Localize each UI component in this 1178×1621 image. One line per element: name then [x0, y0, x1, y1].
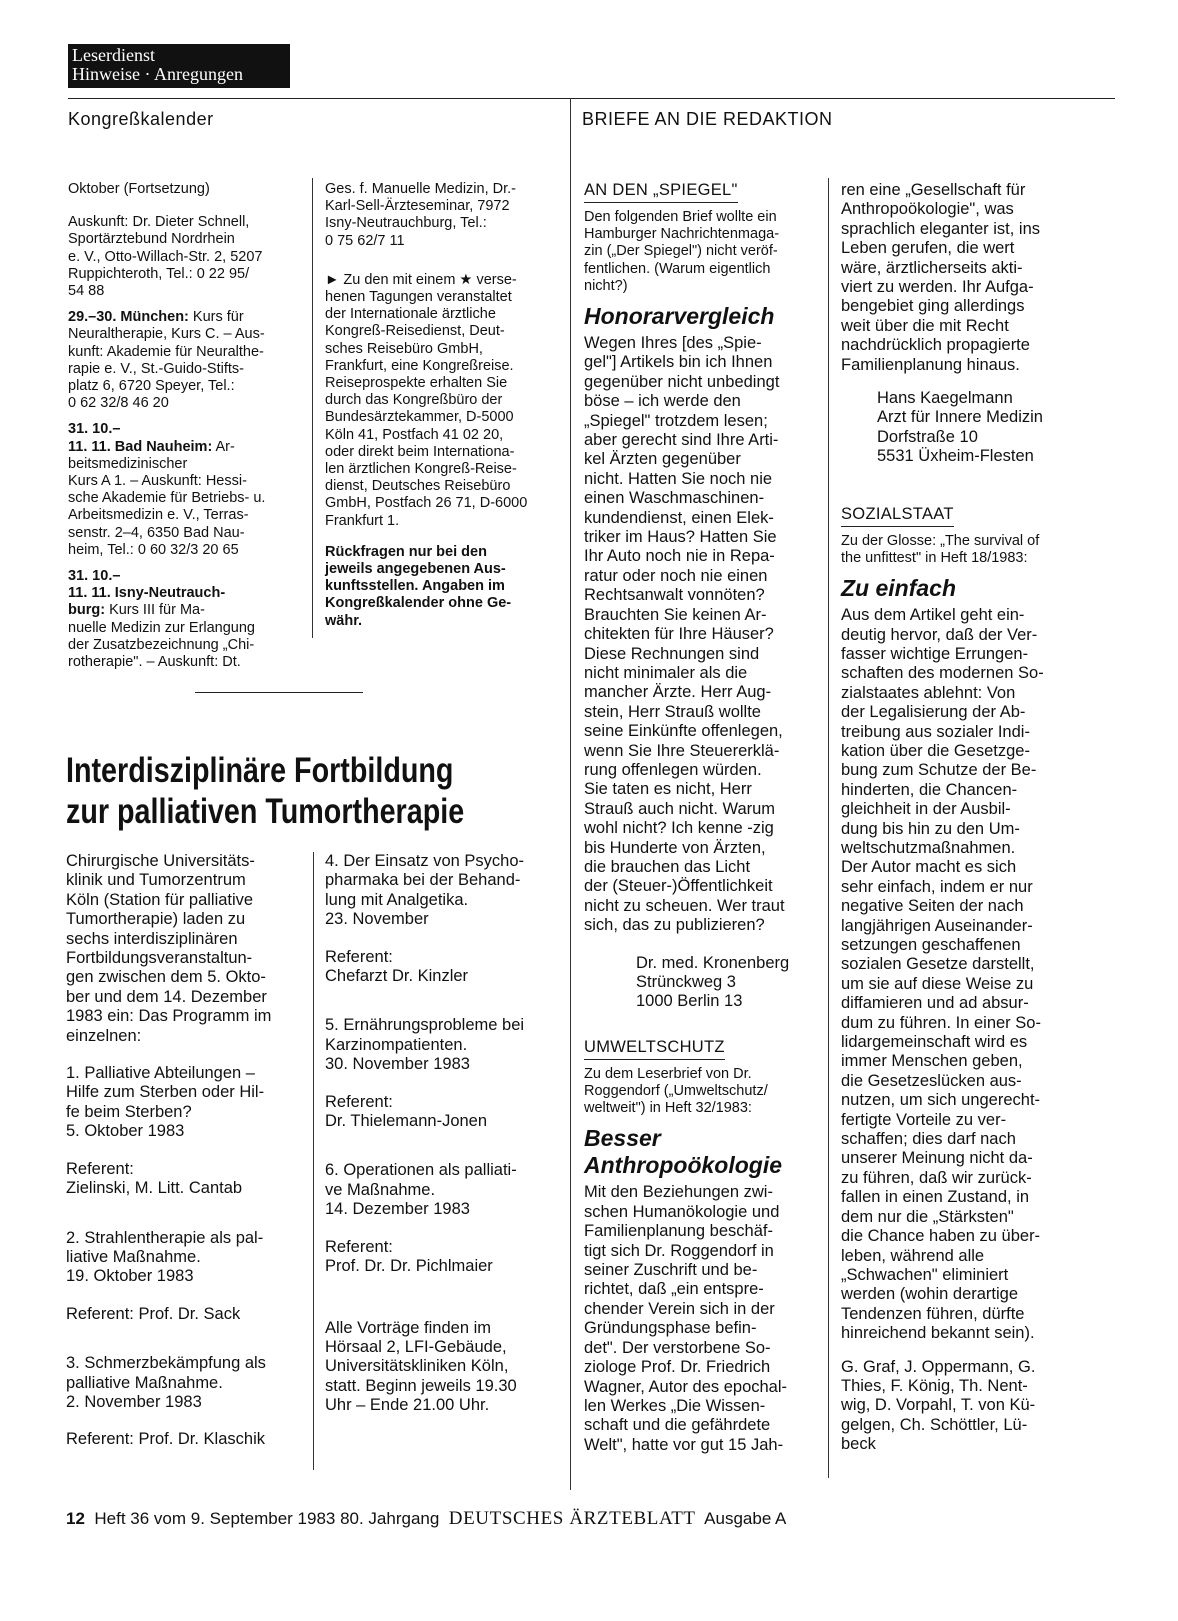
program-referent: Referent: Prof. Dr. Dr. Pichlmaier [325, 1237, 493, 1276]
program-item-1 [66, 1064, 302, 1198]
program-title: 1. Palliative Abteilungen – Hilfe zum Sterben oder Hil- fe beim Sterben? 5. Oktober 1983 [66, 1064, 265, 1141]
kalender-auskunft: Auskunft: Dr. Dieter Schnell, Sportärztebund Nordrhein e. V., Otto-Willach-Str. 2, 5207 Ruppichteroth, Tel.: 0 22 95/ 54 88 [68, 214, 263, 300]
event-place: München: [120, 309, 189, 326]
program-referent: Referent: Chefarzt Dr. Kinzler [325, 947, 469, 986]
letter-signature-spiegel: Dr. med. Kronenberg Strünckweg 3 1000 Berlin 13 [636, 953, 790, 1011]
briefe-column-a [584, 181, 816, 1455]
letter-signature-umwelt: Hans Kaegelmann Arzt für Innere Medizin Dorfstraße 10 5531 Üxheim-Flesten [877, 389, 1043, 466]
letter-text-umwelt: Mit den Beziehungen zwi- schen Humanökologie und Familienplanung beschäf- tigt sich Dr. Roggendorf in seiner Zuschrift und be- richtet, daß „ein entspre- chender Verein sich in der Gründungsphase befin- det". Der verstorbene So- ziologe Prof. Dr. Friedrich Wagner, Autor des epochal- len Werkes „Die Wissen- schaft und die gefährdete Welt", hatte vor gut 15 Jah- [584, 1183, 788, 1454]
program-referent: Referent: Zielinski, M. Litt. Cantab [66, 1159, 243, 1198]
event-date: 29.–30. [68, 309, 117, 326]
kalender-event-2 [68, 421, 304, 559]
section-separator [195, 692, 363, 693]
kalender-continuation: Ges. f. Manuelle Medizin, Dr.- Karl-Sell-Ärzteseminar, 7972 Isny-Neutrauchburg, Tel.: 0 75 62/7 11 [325, 181, 516, 249]
column-divider-briefe [828, 178, 829, 1478]
event-text: Ar- beitsmedizinischer Kurs A 1. – Auskunft: Hessi- sche Akademie für Betriebs- u. Arbeitsmedizin e. V., Terras- senstr. 2–4, 6350 Bad Nau- heim, Tel.: 0 60 32/3 20 65 [68, 438, 266, 558]
program-title: 2. Strahlentherapie als pal- liative Maßnahme. 19. Oktober 1983 [66, 1228, 264, 1286]
letter-cont-umwelt: ren eine „Gesellschaft für Anthropoökologie", was sprachlich eleganter ist, ins Leben gerufen, die wert wäre, ärztlicherseits akti- viert zu werden. Ihr Aufga- bengebiet ging allerdings weit über die mit Recht nachdrücklich propagierte Familienplanung hinaus. [841, 181, 1041, 374]
program-title: 6. Operationen als palliati- ve Maßnahme. 14. Dezember 1983 [325, 1161, 517, 1219]
program-item-4 [325, 852, 561, 986]
letter-heading-sozial: SOZIALSTAAT [841, 505, 954, 527]
letter-signature-sozial: G. Graf, J. Oppermann, G. Thies, F. König, Th. Nent- wig, D. Vorpahl, T. von Kü- gelgen, Ch. Schöttler, Lü- beck [841, 1357, 1036, 1454]
kalender-month: Oktober (Fortsetzung) [68, 181, 210, 197]
letter-intro-sozial: Zu der Glosse: „The survival of the unfittest" in Heft 18/1983: [841, 532, 1040, 566]
fortbildung-column-left [66, 852, 302, 1468]
letter-text-spiegel: Wegen Ihres [des „Spie- gel"] Artikels bin ich Ihnen gegenüber nicht unbedingt böse – ich werde den „Spiegel" trotzdem lesen; aber gerecht sind Ihre Arti- kel Ärzten gegenüber nicht. Hatten Sie noch nie einen Waschmaschinen- kundendienst, einen Elek- triker im Haus? Hatten Sie Ihr Auto noch nie in Repa- ratur oder noch nie einen Rechtsanwalt vonnöten? Brauchten Sie keinen Ar- chitekten für Ihre Häuser? Diese Rechnungen sind nicht minimaler als die mancher Ärzte. Herr Aug- stein, Herr Strauß wollte seine Einkünfte offenlegen, wenn Sie Ihre Steuererklä- rung offenlegen würden. Sie taten es nicht, Herr Strauß auch nicht. Warum wohl nicht? Ich kenne -zig bis Hunderte von Ärzten, die brauchen das Licht der (Steuer-)Öffentlichkeit nicht zu scheuen. Wer traut sich, das zu publizieren? [584, 334, 785, 935]
kalender-event-1 [68, 309, 304, 412]
letter-title-umwelt: Besser Anthropoökologie [584, 1125, 783, 1179]
letter-intro-spiegel: Den folgenden Brief wollte ein Hamburger Nachrichtenmaga- zin („Der Spiegel") nicht veröf- fentlichen. (Warum eigentlich nicht?) [584, 209, 780, 294]
section-title-briefe: BRIEFE AN DIE REDAKTION [582, 109, 833, 129]
program-title: 5. Ernährungsprobleme bei Karzinompatienten. 30. November 1983 [325, 1016, 525, 1074]
letter-title-spiegel: Honorarvergleich [584, 303, 775, 330]
program-item-3 [66, 1354, 302, 1450]
event-text: Kurs III für Ma- nuelle Medizin zur Erlangung der Zusatzbezeichnung „Chi- rotherapie". – Auskunft: Dt. [68, 602, 255, 671]
letter-heading-umwelt: UMWELTSCHUTZ [584, 1038, 725, 1060]
kalender-event-3 [68, 568, 304, 671]
page-number: 12 [66, 1509, 85, 1528]
issue-info: Heft 36 vom 9. September 1983 80. Jahrgang [94, 1509, 440, 1528]
kalender-disclaimer: Rückfragen nur bei den jeweils angegebenen Aus- kunftsstellen. Angaben im Kongreßkalender ohne Ge- währ. [325, 543, 512, 629]
column-divider-kalender [312, 178, 313, 638]
event-date: 31. 10.– 11. 11. [68, 568, 121, 602]
letter-title-sozial: Zu einfach [841, 575, 957, 602]
program-referent: Referent: Dr. Thielemann-Jonen [325, 1092, 488, 1131]
section-badge [68, 44, 290, 88]
kalender-column-1 [68, 181, 304, 680]
kalender-column-2 [325, 181, 561, 630]
program-title: 3. Schmerzbekämpfung als palliative Maßnahme. 2. November 1983 [66, 1354, 266, 1411]
event-text: Kurs für Neuraltherapie, Kurs C. – Aus- kunft: Akademie für Neuralthe- rapie e. V., St.-Guido-Stifts- platz 6, 6720 Speyer, Tel.: 0 62 32/8 46 20 [68, 309, 265, 412]
letter-text-sozial: Aus dem Artikel geht ein- deutig hervor, daß der Ver- fasser wichtige Errungen- schaften des modernen So- zialstaates ablehnt: Von der Legalisierung der Ab- treibung aus sozialer Indi- kation über die Gesetzge- bung zum Schutze der Be- hinderten, die Chancen- gleichheit in der Ausbil- dung bis hin zu den Um- weltschutzmaßnahmen. Der Autor macht es sich sehr einfach, indem er nur negative Seiten der nach langjährigen Auseinander- setzungen geschaffenen sozialen Gesetze darstellt, um sie auf diese Weise zu diffamieren und ad absur- dum zu führen. In einer So- lidargemeinschaft wird es immer Menschen geben, die Gesetzeslücken aus- nutzen, um sich ungerecht- fertigte Vorteile zu ver- schaffen; dies darf nach unserer Meinung nicht da- zu führen, daß wir zurück- fallen in einen Zustand, in dem nur die „Stärksten" die Chance haben zu über- leben, während alle „Schwachen" eliminiert werden (wohin derartige Tendenzen führen, dürfte hinreichend bekannt sein). [841, 606, 1044, 1343]
top-rule [68, 98, 1115, 99]
event-place: Bad Nauheim: [114, 438, 213, 455]
program-item-6 [325, 1161, 561, 1276]
program-referent: Referent: Prof. Dr. Sack [66, 1304, 241, 1323]
event-date: 31. 10.– 11. 11. [68, 421, 121, 455]
column-divider-fortbildung [313, 852, 314, 1470]
section-title-kongresskalender: Kongreßkalender [68, 109, 214, 129]
fortbildung-closing: Alle Vorträge finden im Hörsaal 2, LFI-Gebäude, Universitätskliniken Köln, statt. Beginn jeweils 19.30 Uhr – Ende 21.00 Uhr. [325, 1318, 517, 1415]
fortbildung-headline [66, 750, 464, 832]
headline-line-1: Interdisziplinäre Fortbildung [66, 751, 454, 790]
badge-line-1: Leserdienst [72, 45, 155, 65]
briefe-column-b [841, 181, 1073, 1455]
page-footer [66, 1508, 786, 1530]
edition: Ausgabe A [704, 1509, 787, 1528]
program-item-5 [325, 1016, 561, 1131]
kalender-reise-note: ► Zu den mit einem ★ verse- henen Tagungen veranstaltet der Internationale ärztliche Kongreß-Reisedienst, Deut- sches Reisebüro GmbH, Frankfurt, eine Kongreßreise. Reiseprospekte erhalten Sie durch das Kongreßbüro der Bundesärztekammer, D-5000 Köln 41, Postfach 41 02 20, oder direkt beim Internationa- len ärztlichen Kongreß-Reise- dienst, Deutsches Reisebüro GmbH, Postfach 26 71, D-6000 Frankfurt 1. [325, 271, 528, 529]
magazine-name: DEUTSCHES ÄRZTEBLATT [448, 1508, 696, 1529]
fortbildung-column-right [325, 852, 561, 1416]
event-place: Isny-Neutrauch- burg: [68, 585, 226, 619]
program-item-2 [66, 1229, 302, 1325]
badge-line-2: Hinweise · Anregungen [72, 64, 243, 84]
column-divider-main [570, 98, 571, 1490]
program-referent: Referent: Prof. Dr. Klaschik [66, 1430, 265, 1449]
letter-intro-umwelt: Zu dem Leserbrief von Dr. Roggendorf („Umweltschutz/ weltweit") in Heft 32/1983: [584, 1065, 768, 1117]
program-title: 4. Der Einsatz von Psycho- pharmaka bei der Behand- lung mit Analgetika. 23. November [325, 852, 524, 929]
fortbildung-intro: Chirurgische Universitäts- klinik und Tumorzentrum Köln (Station für palliative Tumortherapie) laden zu sechs interdisziplinären Fortbildungsveranstaltun- gen zwischen dem 5. Okto- ber und dem 14. Dezember 1983 ein: Das Programm im einzelnen: [66, 852, 272, 1045]
headline-line-2: zur palliativen Tumortherapie [66, 792, 465, 831]
letter-heading-spiegel: AN DEN „SPIEGEL" [584, 181, 738, 203]
